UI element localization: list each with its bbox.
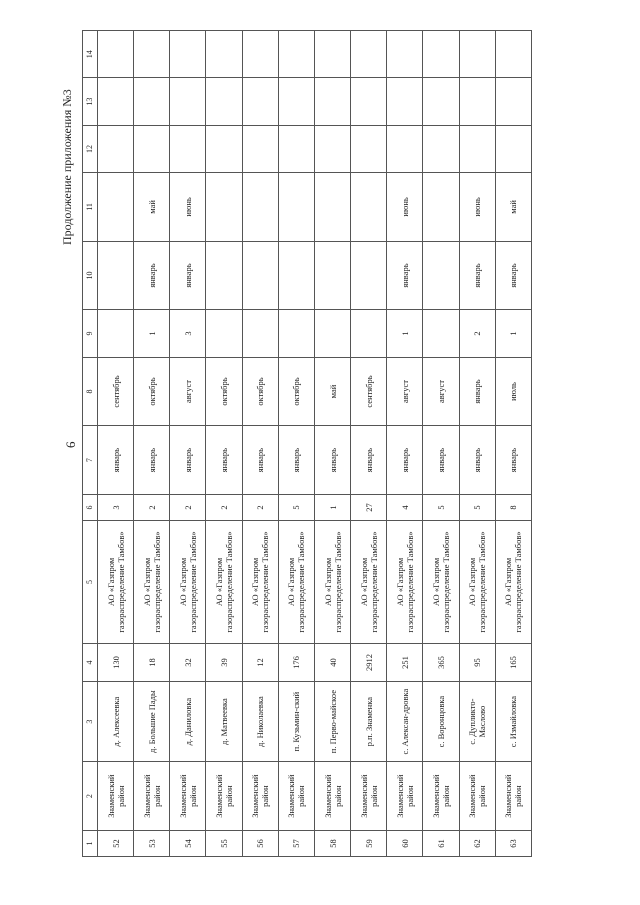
table-cell xyxy=(351,241,387,310)
table-cell: январь xyxy=(314,426,350,495)
table-cell: август xyxy=(423,357,459,426)
table-row xyxy=(423,31,459,857)
table-cell xyxy=(98,31,134,78)
table-cell: 130 xyxy=(98,644,134,682)
table-cell: 8 xyxy=(495,494,531,520)
table-cell xyxy=(314,78,350,125)
table-cell: январь xyxy=(351,426,387,495)
header-cell: 9 xyxy=(83,310,98,357)
header-cell: 3 xyxy=(83,681,98,761)
table-cell: АО «Газпром газораспределение Тамбов» xyxy=(134,520,170,643)
table-cell: 18 xyxy=(134,644,170,682)
table-cell: д. Даниловка xyxy=(170,681,206,761)
continuation-title: Продолжение приложения №3 xyxy=(60,89,74,245)
table-cell xyxy=(170,31,206,78)
table-cell: 58 xyxy=(314,830,350,856)
table-cell: 165 xyxy=(495,644,531,682)
table-cell xyxy=(387,31,423,78)
table-cell: 176 xyxy=(278,644,314,682)
table-cell xyxy=(134,31,170,78)
table-cell: с. Измайловка xyxy=(495,681,531,761)
table-cell xyxy=(314,31,350,78)
table-cell xyxy=(98,173,134,242)
header-cell: 5 xyxy=(83,520,98,643)
table-cell xyxy=(423,125,459,172)
table-cell: 5 xyxy=(278,494,314,520)
table-cell: 53 xyxy=(134,830,170,856)
table-cell: июнь xyxy=(387,173,423,242)
table-cell xyxy=(351,78,387,125)
appendix-table-container xyxy=(82,30,532,857)
table-cell: январь xyxy=(170,241,206,310)
table-cell: 95 xyxy=(459,644,495,682)
table-cell: Знаменский район xyxy=(314,762,350,831)
table-cell: октябрь xyxy=(278,357,314,426)
table-cell xyxy=(278,173,314,242)
table-cell: 39 xyxy=(206,644,242,682)
table-cell: январь xyxy=(387,426,423,495)
table-cell xyxy=(495,78,531,125)
table-cell: январь xyxy=(459,241,495,310)
table-cell: 40 xyxy=(314,644,350,682)
table-cell xyxy=(242,241,278,310)
table-cell: 61 xyxy=(423,830,459,856)
table-cell: с. Воронцовка xyxy=(423,681,459,761)
table-cell: май xyxy=(314,357,350,426)
header-cell: 7 xyxy=(83,426,98,495)
table-cell: январь xyxy=(134,241,170,310)
table-cell: 2 xyxy=(206,494,242,520)
table-cell xyxy=(423,78,459,125)
table-row xyxy=(98,31,134,857)
table-cell xyxy=(459,31,495,78)
table-cell: август xyxy=(170,357,206,426)
table-cell xyxy=(351,31,387,78)
table-cell: 62 xyxy=(459,830,495,856)
table-cell xyxy=(351,125,387,172)
table-cell xyxy=(423,310,459,357)
table-cell: январь xyxy=(206,426,242,495)
table-cell: 1 xyxy=(314,494,350,520)
table-cell: октябрь xyxy=(242,357,278,426)
table-cell: январь xyxy=(170,426,206,495)
table-cell: январь xyxy=(278,426,314,495)
table-cell xyxy=(242,78,278,125)
table-row xyxy=(459,31,495,857)
table-cell xyxy=(170,125,206,172)
table-cell xyxy=(206,125,242,172)
table-cell: июнь xyxy=(459,173,495,242)
header-cell: 11 xyxy=(83,173,98,242)
table-cell xyxy=(278,310,314,357)
table-cell xyxy=(206,241,242,310)
table-cell: 365 xyxy=(423,644,459,682)
table-cell: АО «Газпром газораспределение Тамбов» xyxy=(459,520,495,643)
table-cell: 1 xyxy=(387,310,423,357)
table-cell xyxy=(98,78,134,125)
header-cell: 10 xyxy=(83,241,98,310)
table-cell: Знаменский район xyxy=(206,762,242,831)
header-cell: 2 xyxy=(83,762,98,831)
table-cell: АО «Газпром газораспределение Тамбов» xyxy=(314,520,350,643)
table-cell: 27 xyxy=(351,494,387,520)
table-cell: 52 xyxy=(98,830,134,856)
table-cell xyxy=(242,310,278,357)
table-cell: 4 xyxy=(387,494,423,520)
table-cell xyxy=(314,310,350,357)
table-cell xyxy=(278,125,314,172)
table-cell: АО «Газпром газораспределение Тамбов» xyxy=(387,520,423,643)
table-cell: 59 xyxy=(351,830,387,856)
table-cell: июнь xyxy=(170,173,206,242)
table-cell xyxy=(206,173,242,242)
header-cell: 6 xyxy=(83,494,98,520)
table-cell: АО «Газпром газораспределение Тамбов» xyxy=(495,520,531,643)
table-row xyxy=(387,31,423,857)
table-cell xyxy=(495,31,531,78)
table-cell xyxy=(206,31,242,78)
table-cell: АО «Газпром газораспределение Тамбов» xyxy=(278,520,314,643)
table-cell xyxy=(459,78,495,125)
table-cell: Знаменский район xyxy=(98,762,134,831)
table-cell: 57 xyxy=(278,830,314,856)
table-cell: д. Большие Пады xyxy=(134,681,170,761)
table-cell: с. Дупликто-Маслово xyxy=(459,681,495,761)
table-cell xyxy=(423,173,459,242)
table-cell: 56 xyxy=(242,830,278,856)
table-cell xyxy=(170,78,206,125)
table-cell xyxy=(351,310,387,357)
table-cell: 54 xyxy=(170,830,206,856)
table-cell xyxy=(278,241,314,310)
table-cell: май xyxy=(495,173,531,242)
table-cell: январь xyxy=(495,426,531,495)
table-cell xyxy=(387,125,423,172)
header-cell: 1 xyxy=(83,830,98,856)
table-cell xyxy=(134,78,170,125)
table-cell: д. Алексеевка xyxy=(98,681,134,761)
table-cell: 63 xyxy=(495,830,531,856)
table-cell: д. Матвеевка xyxy=(206,681,242,761)
table-cell: 5 xyxy=(459,494,495,520)
table-cell: р.п. Знаменка xyxy=(351,681,387,761)
header-cell: 14 xyxy=(83,31,98,78)
table-cell xyxy=(423,241,459,310)
table-cell: АО «Газпром газораспределение Тамбов» xyxy=(206,520,242,643)
table-cell: Знаменский район xyxy=(387,762,423,831)
table-cell: январь xyxy=(98,426,134,495)
table-cell: октябрь xyxy=(134,357,170,426)
table-cell: 3 xyxy=(98,494,134,520)
table-cell xyxy=(206,78,242,125)
table-cell: январь xyxy=(134,426,170,495)
table-cell xyxy=(242,31,278,78)
table-cell: Знаменский район xyxy=(278,762,314,831)
table-cell: АО «Газпром газораспределение Тамбов» xyxy=(98,520,134,643)
table-row xyxy=(170,31,206,857)
table-cell: январь xyxy=(459,357,495,426)
table-cell xyxy=(459,125,495,172)
table-cell xyxy=(314,241,350,310)
table-cell: АО «Газпром газораспределение Тамбов» xyxy=(170,520,206,643)
header-row xyxy=(83,31,98,857)
table-cell: 2912 xyxy=(351,644,387,682)
table-cell: п. Перво-майское xyxy=(314,681,350,761)
table-cell: Знаменский район xyxy=(495,762,531,831)
table-cell xyxy=(314,125,350,172)
table-cell xyxy=(242,125,278,172)
table-cell xyxy=(387,78,423,125)
table-row xyxy=(206,31,242,857)
table-row xyxy=(134,31,170,857)
table-cell xyxy=(206,310,242,357)
table-cell: январь xyxy=(459,426,495,495)
table-cell: с. Алексан-дровка xyxy=(387,681,423,761)
table-body xyxy=(98,31,532,857)
table-cell: 55 xyxy=(206,830,242,856)
table-cell xyxy=(242,173,278,242)
table-cell: 2 xyxy=(459,310,495,357)
table-cell: п. Кузьмин-ский xyxy=(278,681,314,761)
table-cell: январь xyxy=(242,426,278,495)
table-cell: Знаменский район xyxy=(134,762,170,831)
table-cell: Знаменский район xyxy=(170,762,206,831)
table-cell xyxy=(98,125,134,172)
table-cell: 5 xyxy=(423,494,459,520)
table-row xyxy=(242,31,278,857)
header-cell: 13 xyxy=(83,78,98,125)
table-cell: 32 xyxy=(170,644,206,682)
table-cell: Знаменский район xyxy=(242,762,278,831)
table-cell: сентябрь xyxy=(98,357,134,426)
table-cell: Знаменский район xyxy=(351,762,387,831)
table-cell xyxy=(278,78,314,125)
table-cell: 1 xyxy=(134,310,170,357)
table-cell: 1 xyxy=(495,310,531,357)
table-row xyxy=(495,31,531,857)
header-cell: 4 xyxy=(83,644,98,682)
table-cell: АО «Газпром газораспределение Тамбов» xyxy=(242,520,278,643)
table-cell xyxy=(495,125,531,172)
table-cell: 60 xyxy=(387,830,423,856)
table-cell: 12 xyxy=(242,644,278,682)
header-cell: 8 xyxy=(83,357,98,426)
table-cell: июль xyxy=(495,357,531,426)
table-cell: Знаменский район xyxy=(459,762,495,831)
table-cell: январь xyxy=(423,426,459,495)
table-cell: январь xyxy=(387,241,423,310)
table-cell: Знаменский район xyxy=(423,762,459,831)
table-cell: 2 xyxy=(242,494,278,520)
table-cell: 251 xyxy=(387,644,423,682)
table-cell xyxy=(98,241,134,310)
table-cell xyxy=(423,31,459,78)
table-cell xyxy=(98,310,134,357)
table-row xyxy=(351,31,387,857)
table-cell: сентябрь xyxy=(351,357,387,426)
table-cell: май xyxy=(134,173,170,242)
table-cell: 3 xyxy=(170,310,206,357)
table-cell: АО «Газпром газораспределение Тамбов» xyxy=(351,520,387,643)
page-number: 6 xyxy=(63,441,78,448)
table-cell: 2 xyxy=(134,494,170,520)
table-cell: октябрь xyxy=(206,357,242,426)
table-cell xyxy=(314,173,350,242)
table-cell: август xyxy=(387,357,423,426)
table-cell xyxy=(351,173,387,242)
header-cell: 12 xyxy=(83,125,98,172)
table-cell: 2 xyxy=(170,494,206,520)
table-cell xyxy=(278,31,314,78)
table-cell: АО «Газпром газораспределение Тамбов» xyxy=(423,520,459,643)
table-row xyxy=(278,31,314,857)
table-cell: д. Николаевка xyxy=(242,681,278,761)
table-cell xyxy=(134,125,170,172)
appendix-table xyxy=(82,30,532,857)
table-row xyxy=(314,31,350,857)
table-cell: январь xyxy=(495,241,531,310)
